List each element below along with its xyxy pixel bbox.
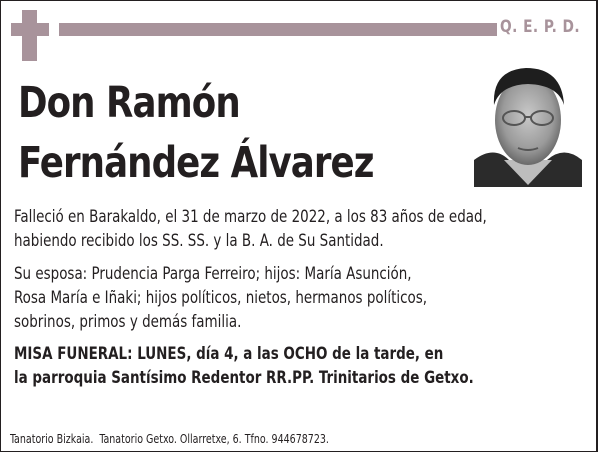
deceased-name-line2: Fernández Álvarez <box>18 138 374 188</box>
family-line: Rosa María e Iñaki; hijos políticos, nietos, hermanos políticos, <box>14 288 428 308</box>
qepd-label: Q. E. P. D. <box>500 17 581 37</box>
portrait-icon <box>474 60 582 187</box>
header-rule <box>59 23 497 36</box>
death-notice-line: Falleció en Barakaldo, el 31 de marzo de 2022, a los 83 años de edad, <box>14 207 487 227</box>
family-line: Su esposa: Prudencia Parga Ferreiro; hijos: María Asunción, <box>14 264 412 284</box>
funeral-home-footer: Tanatorio Bizkaia. Tanatorio Getxo. Ollarretxe, 6. Tfno. 944678723. <box>10 432 329 446</box>
family-line: sobrinos, primos y demás familia. <box>14 312 242 332</box>
death-notice-line: habiendo recibido los SS. SS. y la B. A. de Su Santidad. <box>14 231 384 251</box>
funeral-line: la parroquia Santísimo Redentor RR.PP. Trinitarios de Getxo. <box>14 368 474 388</box>
deceased-name-line1: Don Ramón <box>18 78 240 128</box>
family-paragraph <box>14 262 427 334</box>
funeral-line: MISA FUNERAL: LUNES, día 4, a las OCHO de la tarde, en <box>14 344 444 364</box>
funeral-paragraph <box>14 342 474 390</box>
death-notice-paragraph <box>14 205 487 253</box>
portrait-photo <box>474 60 582 187</box>
cross-icon-arm <box>11 23 49 36</box>
